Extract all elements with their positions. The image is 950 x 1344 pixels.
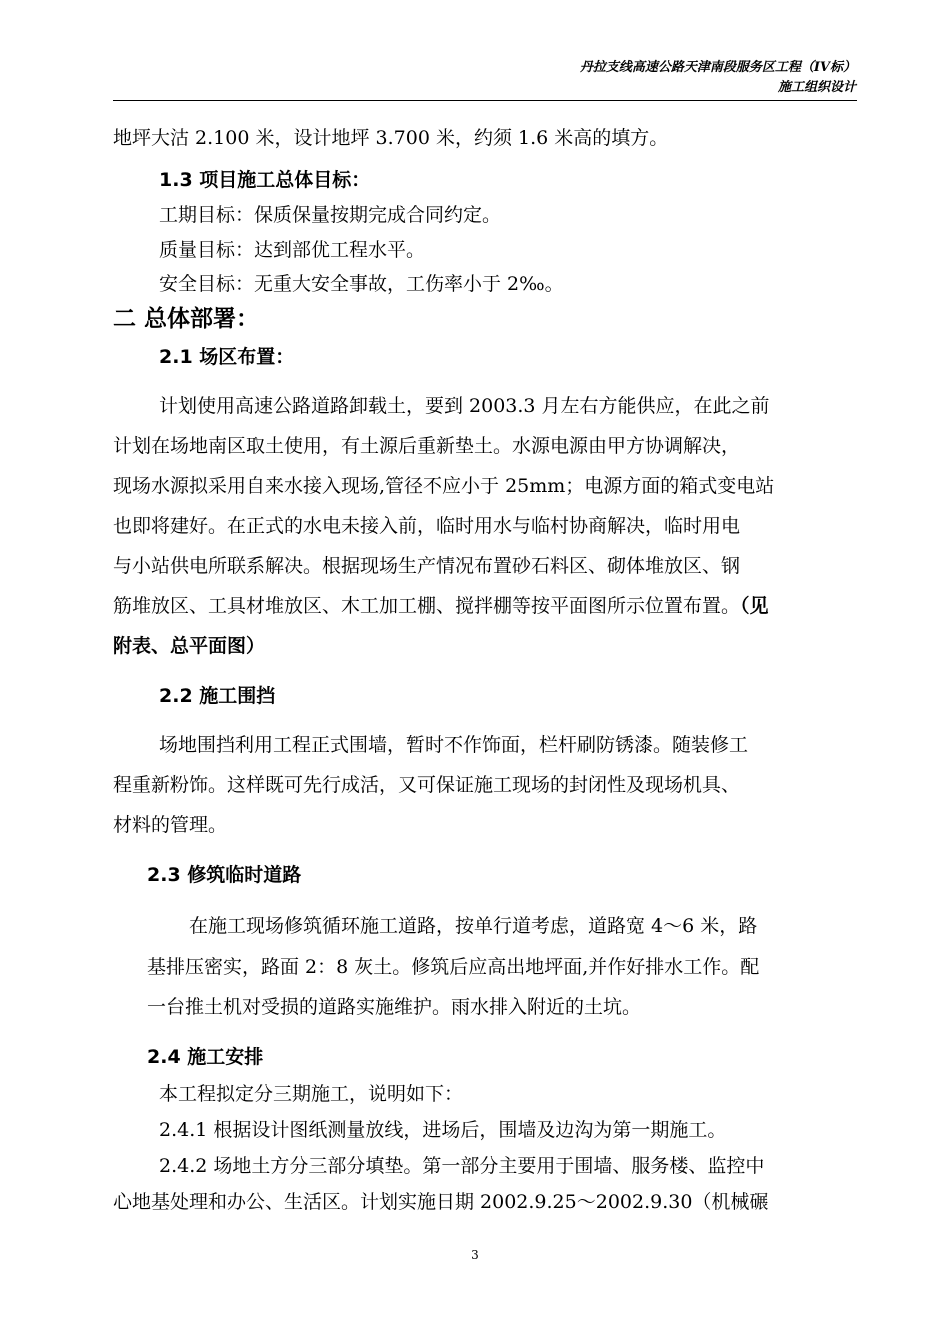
body-line: 与小站供电所联系解决。根据现场生产情况布置砂石料区、砌体堆放区、钢 (113, 555, 741, 577)
body-line: 一台推土机对受损的道路实施维护。雨水排入附近的土坑。 (147, 996, 642, 1018)
body-line-text: 筋堆放区、工具材堆放区、木工加工棚、搅拌棚等按平面图所示位置布置。 (113, 595, 741, 617)
section-heading: 1.3 项目施工总体目标： (159, 169, 371, 191)
body-line: 工期目标：保质保量按期完成合同约定。 (159, 204, 502, 226)
body-line: 地坪大沽 2.100 米，设计地坪 3.700 米，约须 1.6 米高的填方。 (113, 127, 669, 149)
section-heading: 2.4 施工安排 (147, 1046, 264, 1068)
body-line (113, 594, 769, 618)
body-line: 安全目标：无重大安全事故，工伤率小于 2‰。 (159, 273, 564, 295)
body-line: 本工程拟定分三期施工，说明如下： (159, 1083, 464, 1105)
body-line-bold-tail: （见 (740, 595, 769, 617)
header-title: 丹拉支线高速公路天津南段服务区工程（IV标） (579, 60, 856, 75)
page-number: 3 (471, 1248, 479, 1262)
section-heading: 2.3 修筑临时道路 (147, 864, 302, 886)
chapter-heading: 二 总体部署： (113, 306, 260, 332)
body-line: 计划使用高速公路道路卸载土，要到 2003.3 月左右方能供应，在此之前 (159, 395, 770, 417)
header-rule (113, 100, 857, 101)
body-line: 在施工现场修筑循环施工道路，按单行道考虑，道路宽 4～6 米，路 (189, 915, 758, 937)
section-heading: 2.1 场区布置： (159, 346, 295, 368)
body-line-bold: 附表、总平面图） (113, 635, 266, 657)
body-line: 场地围挡利用工程正式围墙，暂时不作饰面，栏杆刷防锈漆。随装修工 (159, 734, 749, 756)
body-line: 2.4.1 根据设计图纸测量放线，进场后，围墙及边沟为第一期施工。 (159, 1119, 727, 1141)
body-line: 也即将建好。在正式的水电未接入前，临时用水与临村协商解决，临时用电 (113, 515, 741, 537)
body-line: 计划在场地南区取土使用，有土源后重新垫土。水源电源由甲方协调解决， (113, 435, 741, 457)
body-line: 心地基处理和办公、生活区。计划实施日期 2002.9.25～2002.9.30（机械碾 (113, 1191, 769, 1213)
body-line: 材料的管理。 (113, 814, 228, 836)
header-subtitle: 施工组织设计 (777, 80, 856, 95)
body-line: 现场水源拟采用自来水接入现场,管径不应小于 25mm；电源方面的箱式变电站 (113, 475, 775, 497)
section-heading: 2.2 施工围挡 (159, 685, 276, 707)
body-line: 2.4.2 场地土方分三部分填垫。第一部分主要用于围墙、服务楼、监控中 (159, 1155, 765, 1177)
body-line: 基排压密实，路面 2：8 灰土。修筑后应高出地坪面,并作好排水工作。配 (147, 956, 760, 978)
body-line: 质量目标：达到部优工程水平。 (159, 239, 426, 261)
body-line: 程重新粉饰。这样既可先行成活，又可保证施工现场的封闭性及现场机具、 (113, 774, 741, 796)
